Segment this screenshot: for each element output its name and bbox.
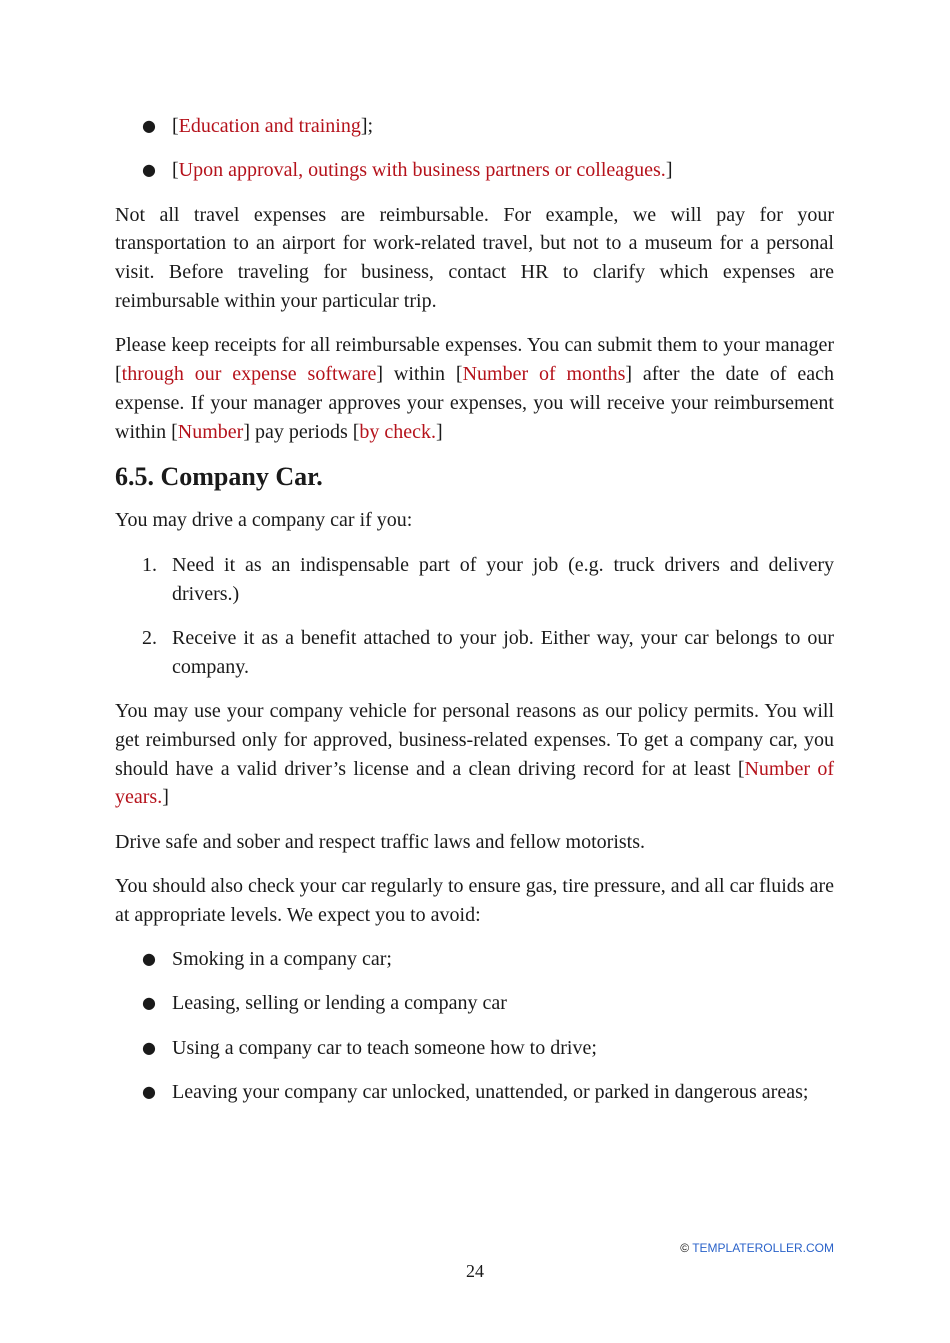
- list-item-text: Leaving your company car unlocked, unattended, or parked in dangerous areas;: [172, 1080, 809, 1103]
- bullet-icon: ●: [142, 1081, 156, 1101]
- list-item: [115, 551, 834, 609]
- text-run: ]: [436, 420, 443, 443]
- text-run: Please keep receipts for all reimbursable expenses. You can submit them to your manager [: [115, 334, 834, 386]
- list-item: [115, 156, 834, 185]
- placeholder-text: Education and training: [178, 115, 361, 137]
- document-page: [115, 112, 834, 1107]
- paragraph-receipts: [115, 331, 834, 446]
- paragraph-check: You should also check your car regularly to ensure gas, tire pressure, and all car fluids are at appropriate levels. We expect you to avoid:: [115, 874, 834, 926]
- placeholder-text: Number of years.: [115, 757, 834, 809]
- list-item: [115, 1034, 834, 1063]
- list-item-text: Smoking in a company car;: [172, 948, 392, 971]
- list-item: [115, 112, 834, 141]
- list-item-text: Leasing, selling or lending a company car: [172, 992, 507, 1015]
- bullet-icon: ●: [142, 949, 156, 969]
- list-number: 2.: [142, 626, 157, 649]
- bullet-icon: ●: [142, 1037, 156, 1057]
- top-bullet-list: [115, 112, 834, 185]
- bracket-close: ]: [665, 159, 673, 182]
- paragraph-vehicle: [115, 697, 834, 812]
- list-item: [115, 624, 834, 682]
- text-run: You may use your company vehicle for personal reasons as our policy permits. You will get reimbursed only for approved, business-related expenses. To get a company car, you should have a valid driver’s license and a clean driving record for at least [: [115, 699, 834, 780]
- list-item-text: Need it as an indispensable part of your job (e.g. truck drivers and delivery drivers.): [172, 553, 834, 605]
- list-item-text: Using a company car to teach someone how to drive;: [172, 1036, 597, 1059]
- placeholder-text: through our expense software: [121, 363, 377, 386]
- paragraph-intro: You may drive a company car if you:: [115, 509, 413, 532]
- text-run: ] within [: [376, 363, 463, 386]
- bullet-icon: ●: [142, 160, 156, 180]
- footer-watermark: [680, 1241, 834, 1255]
- bracket-open: [: [172, 159, 179, 182]
- text-run: ] pay periods [: [243, 420, 360, 443]
- placeholder-text: Number of months: [462, 363, 626, 386]
- bullet-icon: ●: [142, 116, 156, 135]
- list-number: 1.: [142, 553, 157, 576]
- placeholder-text: by check.: [359, 420, 437, 443]
- list-item-text: Receive it as a benefit attached to your job. Either way, your car belongs to our company.: [172, 626, 834, 678]
- section-heading: 6.5. Company Car.: [115, 462, 323, 492]
- page-number: 24: [466, 1261, 484, 1281]
- list-item: [115, 989, 834, 1018]
- avoid-bullet-list: [115, 945, 834, 1107]
- placeholder-text: Upon approval, outings with business partners or colleagues.: [178, 159, 666, 182]
- bracket-open: [: [172, 115, 179, 137]
- numbered-list: [115, 551, 834, 682]
- text-run: ]: [162, 786, 169, 809]
- paragraph-reimbursable: Not all travel expenses are reimbursable. For example, we will pay for your transportation to an airport for work-related travel, but not to a museum for a personal visit. Before traveling for business, contact HR to clarify which expenses are reimbursable within your particular trip.: [115, 203, 834, 312]
- templateroller-link[interactable]: TEMPLATEROLLER.COM: [692, 1241, 834, 1255]
- copyright-icon: ©: [680, 1241, 690, 1255]
- text-run: ] after the date of each expense. If your manager approves your expenses, you will receive your reimbursement within [: [115, 363, 834, 443]
- bullet-icon: ●: [142, 993, 156, 1013]
- list-item: [115, 1078, 834, 1107]
- placeholder-text: Number: [177, 420, 244, 443]
- paragraph-drive: Drive safe and sober and respect traffic laws and fellow motorists.: [115, 830, 646, 853]
- list-item: [115, 945, 834, 974]
- bracket-close: ];: [360, 115, 374, 137]
